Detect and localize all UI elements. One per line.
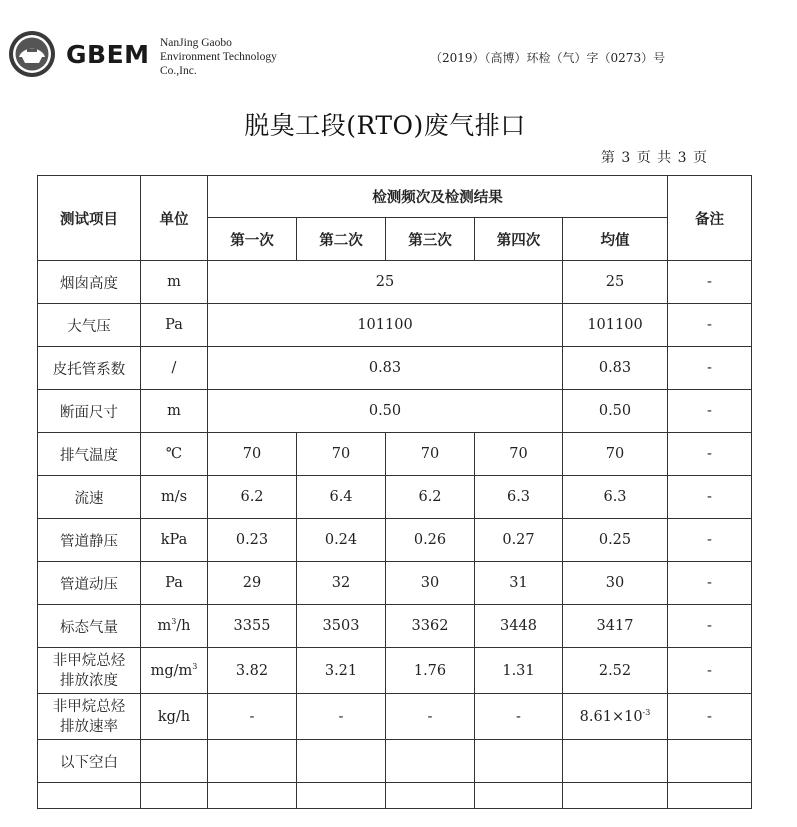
unit-base: mg/m: [150, 662, 193, 679]
gbem-logo-icon: [8, 30, 56, 78]
cell-empty: [475, 740, 563, 783]
cell-run-1: 3.82: [208, 648, 297, 694]
header-item: 测试项目: [38, 176, 141, 261]
page-indicator: 第 3 页 共 3 页: [600, 150, 707, 166]
cell-value: 25: [208, 261, 563, 304]
page-header: [0, 0, 797, 100]
unit-tail: /h: [176, 618, 191, 634]
cell-unit: Pa: [141, 304, 208, 347]
cell-empty: [668, 783, 752, 809]
table-row: [38, 390, 752, 433]
cell-run-3: 0.26: [386, 519, 475, 562]
table-row: [38, 562, 752, 605]
cell-empty: [208, 740, 297, 783]
cell-run-4: 70: [475, 433, 563, 476]
cell-mean: 0.25: [563, 519, 668, 562]
cell-item: 管道静压: [38, 519, 141, 562]
cell-unit: [141, 605, 208, 648]
company-line: Co.,Inc.: [160, 65, 197, 77]
unit-superscript: 3: [171, 617, 177, 627]
cell-run-4: 6.3: [475, 476, 563, 519]
table-row: [38, 476, 752, 519]
cell-note: -: [668, 433, 752, 476]
cell-empty: [563, 740, 668, 783]
header-run-4: 第四次: [475, 218, 563, 261]
cell-item: 管道动压: [38, 562, 141, 605]
cell-note: -: [668, 694, 752, 740]
cell-run-1: 3355: [208, 605, 297, 648]
item-line-2: 排放速率: [60, 718, 118, 735]
cell-mean: 6.3: [563, 476, 668, 519]
cell-item: [38, 648, 141, 694]
cell-note: -: [668, 390, 752, 433]
cell-note: -: [668, 648, 752, 694]
cell-mean: 0.50: [563, 390, 668, 433]
cell-note: -: [668, 476, 752, 519]
cell-run-3: -: [386, 694, 475, 740]
cell-run-2: 32: [297, 562, 386, 605]
table-header-row: [38, 176, 752, 218]
cell-mean: 25: [563, 261, 668, 304]
cell-run-4: 3448: [475, 605, 563, 648]
cell-unit: ℃: [141, 433, 208, 476]
table-row: [38, 694, 752, 740]
cell-unit: m/s: [141, 476, 208, 519]
company-line: Environment Technology: [160, 51, 277, 63]
cell-note: -: [668, 261, 752, 304]
table-row: [38, 648, 752, 694]
table-row: [38, 261, 752, 304]
cell-note: -: [668, 347, 752, 390]
cell-item: 皮托管系数: [38, 347, 141, 390]
cell-mean: 0.83: [563, 347, 668, 390]
cell-unit: kg/h: [141, 694, 208, 740]
cell-run-2: -: [297, 694, 386, 740]
header-results: 检测频次及检测结果: [208, 176, 668, 218]
item-line-2: 排放浓度: [60, 672, 118, 689]
cell-mean: 30: [563, 562, 668, 605]
table-row: [38, 740, 752, 783]
cell-empty: [141, 740, 208, 783]
cell-item: 断面尺寸: [38, 390, 141, 433]
header-unit: 单位: [141, 176, 208, 261]
cell-empty: [386, 783, 475, 809]
cell-value: 0.83: [208, 347, 563, 390]
cell-run-2: 70: [297, 433, 386, 476]
cell-run-1: 70: [208, 433, 297, 476]
cell-run-4: 31: [475, 562, 563, 605]
cell-value: 101100: [208, 304, 563, 347]
cell-item: 排气温度: [38, 433, 141, 476]
cell-empty: [668, 740, 752, 783]
cell-run-4: -: [475, 694, 563, 740]
cell-unit: m: [141, 390, 208, 433]
cell-run-3: 3362: [386, 605, 475, 648]
table-row: [38, 347, 752, 390]
logo-wordmark: GBEM: [66, 40, 150, 69]
header-run-1: 第一次: [208, 218, 297, 261]
cell-note: -: [668, 605, 752, 648]
item-line-1: 非甲烷总烃: [52, 698, 126, 715]
mean-exponent: -3: [642, 707, 651, 717]
item-line-1: 非甲烷总烃: [52, 652, 126, 669]
cell-run-2: 6.4: [297, 476, 386, 519]
cell-empty: [297, 783, 386, 809]
cell-run-1: 29: [208, 562, 297, 605]
header-run-2: 第二次: [297, 218, 386, 261]
cell-blank-label: 以下空白: [38, 740, 141, 783]
cell-run-2: 0.24: [297, 519, 386, 562]
company-line: NanJing Gaobo: [160, 37, 232, 49]
cell-run-1: 0.23: [208, 519, 297, 562]
cell-item: [38, 694, 141, 740]
cell-empty: [475, 783, 563, 809]
table-row: [38, 519, 752, 562]
unit-superscript: 3: [192, 661, 198, 671]
cell-item: 大气压: [38, 304, 141, 347]
report-number: （2019）（高博）环检（气）字（0273）号: [430, 51, 666, 65]
cell-run-2: 3503: [297, 605, 386, 648]
cell-item: 流速: [38, 476, 141, 519]
cell-run-4: 1.31: [475, 648, 563, 694]
cell-run-1: -: [208, 694, 297, 740]
cell-run-3: 30: [386, 562, 475, 605]
cell-run-2: 3.21: [297, 648, 386, 694]
cell-note: -: [668, 519, 752, 562]
mean-base: 8.61×10: [579, 708, 643, 725]
cell-unit: Pa: [141, 562, 208, 605]
cell-mean: 2.52: [563, 648, 668, 694]
unit-base: m: [157, 618, 172, 634]
cell-mean: [563, 694, 668, 740]
cell-empty: [563, 783, 668, 809]
cell-run-3: 70: [386, 433, 475, 476]
company-name: [160, 36, 277, 78]
cell-unit: /: [141, 347, 208, 390]
table-row: [38, 304, 752, 347]
cell-unit: m: [141, 261, 208, 304]
cell-run-1: 6.2: [208, 476, 297, 519]
cell-empty: [208, 783, 297, 809]
header-run-3: 第三次: [386, 218, 475, 261]
cell-unit: [141, 648, 208, 694]
cell-mean: 3417: [563, 605, 668, 648]
cell-item: 烟囱高度: [38, 261, 141, 304]
cell-run-4: 0.27: [475, 519, 563, 562]
cell-note: -: [668, 562, 752, 605]
cell-empty: [297, 740, 386, 783]
header-mean: 均值: [563, 218, 668, 261]
header-note: 备注: [668, 176, 752, 261]
cell-unit: kPa: [141, 519, 208, 562]
cell-run-3: 1.76: [386, 648, 475, 694]
cell-mean: 70: [563, 433, 668, 476]
table-row: [38, 605, 752, 648]
cell-empty: [386, 740, 475, 783]
results-table: [37, 175, 752, 809]
cell-run-3: 6.2: [386, 476, 475, 519]
cell-empty: [38, 783, 141, 809]
cell-note: -: [668, 304, 752, 347]
cell-mean: 101100: [563, 304, 668, 347]
cell-value: 0.50: [208, 390, 563, 433]
table-row: [38, 433, 752, 476]
cell-item: 标态气量: [38, 605, 141, 648]
document-title: 脱臭工段(RTO)废气排口: [244, 111, 526, 140]
cell-empty: [141, 783, 208, 809]
table-row: [38, 783, 752, 809]
